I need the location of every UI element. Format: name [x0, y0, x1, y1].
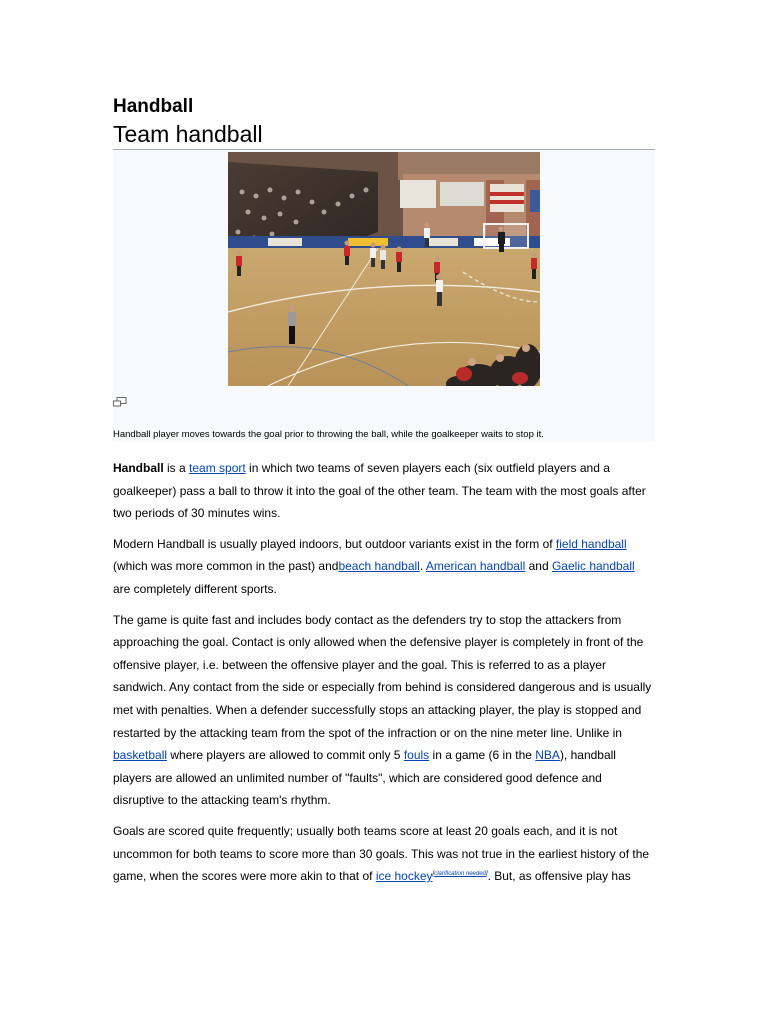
link-clarification-needed[interactable]: clarification needed: [434, 871, 486, 878]
link-beach-handball[interactable]: beach handball: [338, 559, 420, 574]
link-field-handball[interactable]: field handball: [555, 536, 627, 551]
paragraph-scoring: Goals are scored quite frequently; usually both teams score at least 20 goals each, and it is not uncommon for both teams to score more than 30 goals. This was not true in the earliest history of the game, when the scores were more akin to that of ice hockey[clarification needed]. But, as offensive play has: [113, 823, 650, 884]
link-ice-hockey[interactable]: ice hockey: [375, 869, 433, 884]
article-title: Team handball: [113, 121, 263, 147]
article: [113, 96, 655, 896]
handball-photo[interactable]: [228, 152, 540, 386]
figure-caption: Handball player moves towards the goal prior to throwing the ball, while the goalkeeper waits to stop it.: [113, 429, 544, 440]
enlarge-icon[interactable]: [113, 397, 127, 407]
paragraph-variants: Modern Handball is usually played indoors, but outdoor variants exist in the form of field handball (which was more common in the past) andbeach handball. American handball and Gaelic handball are completely different sports.: [113, 536, 635, 596]
figure-box: [113, 150, 655, 442]
link-fouls[interactable]: fouls: [403, 748, 430, 763]
article-heading: Handball: [113, 96, 194, 117]
link-nba[interactable]: NBA: [535, 748, 560, 763]
link-basketball[interactable]: basketball: [113, 748, 168, 763]
link-gaelic-handball[interactable]: Gaelic handball: [551, 559, 635, 574]
clarification-note: [clarification needed]: [432, 871, 488, 878]
term-handball: Handball: [113, 461, 164, 475]
paragraph-intro: Handball is a team sport in which two teams of seven players each (six outfield players and a goalkeeper) pass a ball to throw it into the goal of the other team. The team with the most goals after two periods of 30 minutes wins.: [113, 461, 646, 521]
link-team-sport[interactable]: team sport: [189, 461, 246, 475]
link-american-handball[interactable]: American handball: [425, 559, 526, 574]
paragraph-rules: The game is quite fast and includes body contact as the defenders try to stop the attackers from approaching the goal. Contact is only allowed when the defensive player is completely in front of the offensive player, i.e. between the offensive player and the goal. This is referred to as a player sandwich. Any contact from the side or especially from behind is considered dangerous and is usually met with penalties. When a defender successfully stops an attacking player, the play is stopped and restarted by the attacking team from the spot of the infraction or on the nine meter line. Unlike in basketball where players are allowed to commit only 5 fouls in a game (6 in the NBA), handball players are allowed an unlimited number of "faults", which are considered good defence and disruptive to the attacking team's rhythm.: [113, 612, 652, 808]
